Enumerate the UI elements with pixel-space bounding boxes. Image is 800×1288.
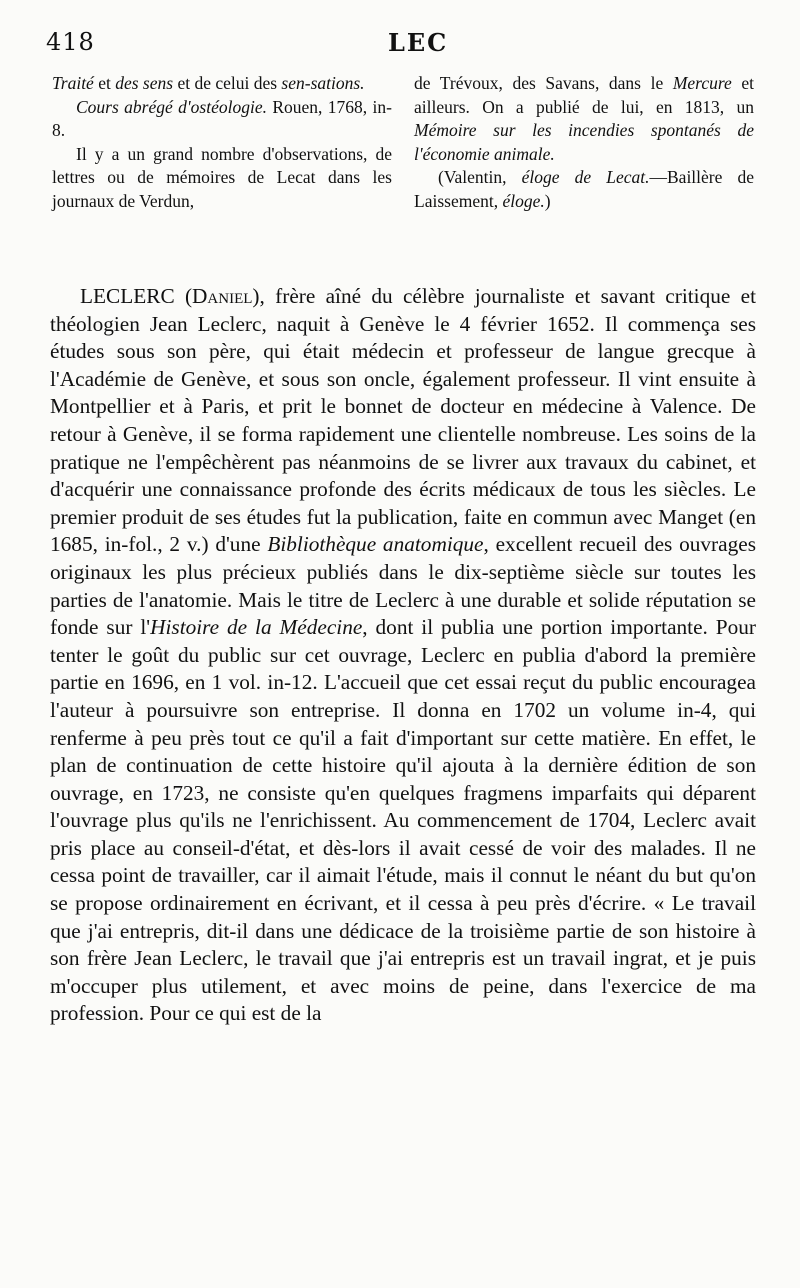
right-col-paragraph-1: de Trévoux, des Savans, dans le Mercure et ailleurs. On a publié de lui, en 1813, un Mémoire sur les incendies spontanés de l'économie animale. bbox=[414, 73, 754, 164]
article-given-name: Daniel bbox=[192, 284, 253, 308]
italic-title: Bibliothèque anatomique bbox=[267, 532, 484, 557]
left-col-paragraph-2: Cours abrégé d'ostéologie. Rouen, 1768, in-8. bbox=[52, 96, 393, 140]
page-number: 418 bbox=[46, 28, 95, 56]
italic-title: Traité bbox=[52, 73, 94, 93]
previous-entry-continuation bbox=[52, 72, 754, 213]
italic-title: Cours abrégé d'ostéologie. bbox=[76, 96, 267, 117]
italic-title: Histoire de la Médecine bbox=[150, 615, 363, 640]
right-column bbox=[414, 72, 754, 213]
running-head: LEC bbox=[388, 28, 449, 57]
page-header bbox=[46, 28, 770, 62]
right-col-reference: (Valentin, éloge de Lecat.—Baillère de Laissement, éloge.) bbox=[414, 167, 755, 211]
article-leclerc bbox=[50, 283, 756, 1028]
article-body: LECLERC (Daniel), frère aîné du célèbre journaliste et savant critique et théologien Jean Leclerc, naquit à Genève le 4 février 1652. Il commença ses études sous son père, qui était médecin et professeur de langue grecque à l'Académie de Genève, et sous son oncle, également professeur. Il vint ensuite à Montpellier et à Paris, et prit le bonnet de docteur en médecine à Valence. De retour à Genève, il se forma rapidement une clientelle nombreuse. Les soins de la pratique ne l'empêchèrent pas néanmoins de se livrer aux travaux du cabinet, et d'acquérir une connaissance profonde des écrits médicaux de tous les siècles. Le premier produit de ses études fut la publication, faite en commun avec Manget (en 1685, in-fol., 2 v.) d'une Bibliothèque anatomique, excellent recueil des ouvrages originaux les plus précieux publiés dans le dix-septième siècle sur toutes les parties de l'anatomie. Mais le titre de Leclerc à une durable et solide réputation se fonde sur l'Histoire de la Médecine, dont il publia une portion importante. Pour tenter le goût du public sur cet ouvrage, Leclerc en publia d'abord la première partie en 1696, en 1 vol. in-12. L'accueil que cet essai reçut du public encouragea l'auteur à poursuivre son entreprise. Il donna en 1702 un volume in-4, qui renferme à peu près tout ce qu'il a fait d'important sur cette matière. En effet, le plan de continuation de cette histoire qu'il ajouta à la dernière édition de son ouvrage, en 1723, ne consiste qu'en quelques fragmens imparfaits qui déparent l'ouvrage plus qu'ils ne l'enrichissent. Au commencement de 1704, Leclerc avait pris place au conseil-d'état, et dès-lors il avait cessé de voir des malades. Il ne cessa point de travailler, car il aimait l'étude, mais il connut le néant du but qu'on se propose ordinairement en écrivant, et il cessa à peu près d'écrire. « Le travail que j'ai entrepris, dit-il dans une dédicace de la troisième partie de son histoire à son frère Jean Leclerc, le travail que j'ai entrepris est un travail ingrat, et je puis m'occuper plus utilement, et avec moins de peine, dans l'exercice de ma profession. Pour ce qui est de la bbox=[50, 284, 757, 1026]
left-column bbox=[52, 72, 392, 213]
left-col-paragraph-3: Il y a un grand nombre d'observations, de lettres ou de mémoires de Lecat dans les journaux de Verdun, bbox=[52, 143, 392, 211]
left-col-paragraph-1: Traité et des sens et de celui des sen-sations. bbox=[52, 73, 365, 93]
article-headword: LECLERC bbox=[80, 284, 175, 308]
italic-title: Mémoire sur les incendies spontanés de l'économie animale. bbox=[414, 120, 754, 164]
